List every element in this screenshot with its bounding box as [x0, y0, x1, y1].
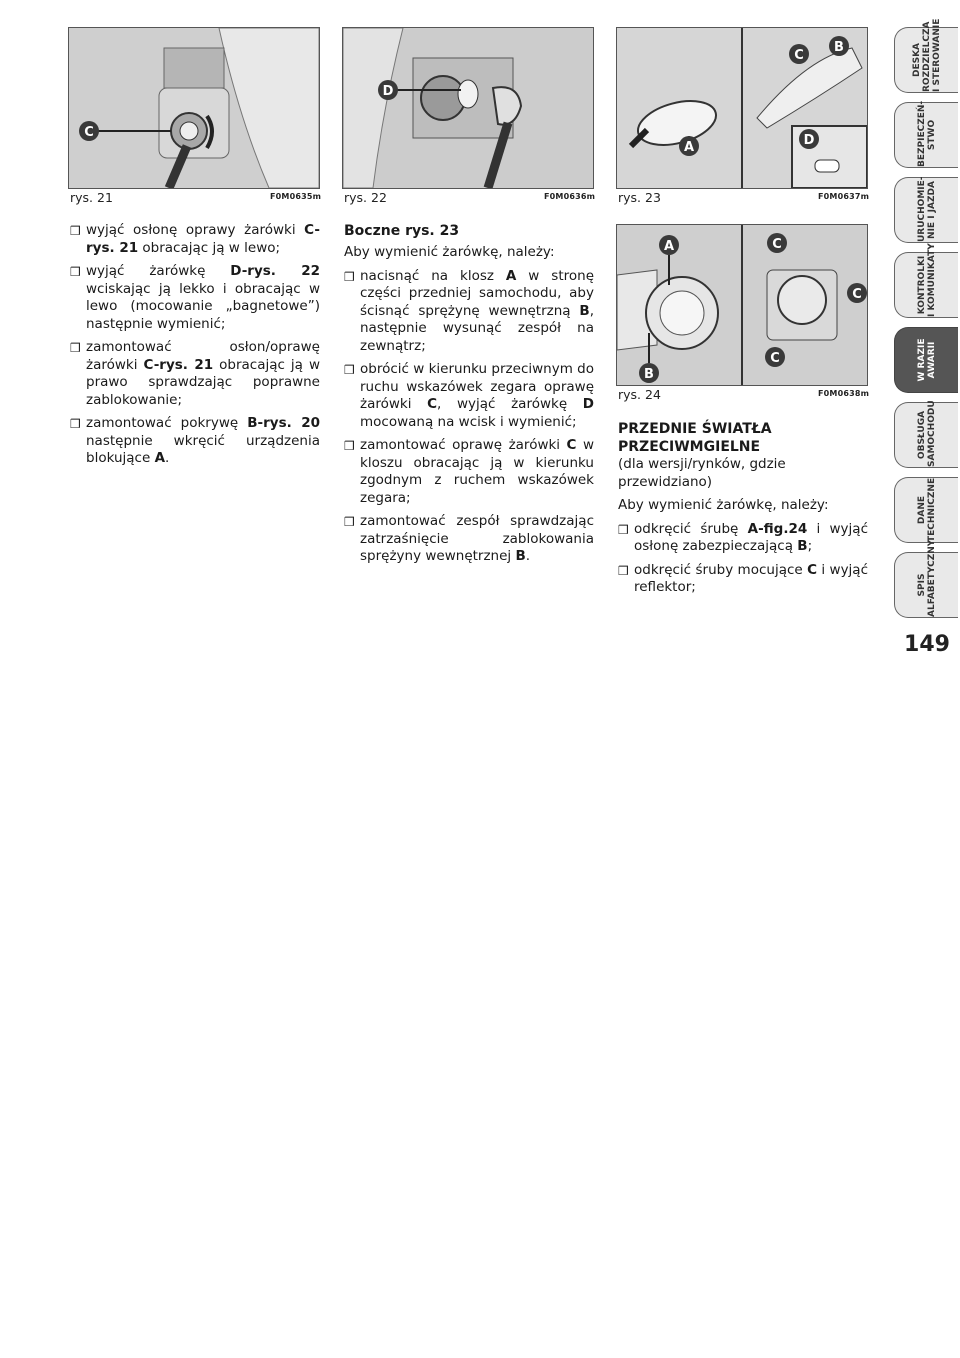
figure-24-marker-b: B	[644, 367, 654, 382]
bullet-item	[70, 263, 320, 333]
bullet-bold-text: B	[515, 548, 526, 564]
column-1	[70, 222, 320, 474]
page-number: 149	[904, 632, 950, 657]
fog-lights-heading-line1: PRZEDNIE ŚWIATŁA	[618, 421, 772, 437]
bullet-bold-text: A	[154, 450, 166, 466]
bullet-text: następnie wkręcić urządzenia blokujące	[86, 432, 320, 466]
figure-24-caption: rys. 24	[618, 387, 661, 402]
side-lights-heading: Boczne rys. 23	[344, 223, 460, 239]
figure-23-caption: rys. 23	[618, 190, 661, 205]
bullet-item	[344, 361, 594, 431]
figure-23-marker-a: A	[683, 140, 695, 155]
tab-kontrolki-i-komunikaty[interactable]: KONTROLKI I KOMUNIKATY	[894, 252, 958, 318]
bullet-text: ;	[807, 538, 813, 554]
column-2-bullets	[344, 268, 594, 566]
figure-23-marker-b: B	[834, 40, 844, 55]
bullet-checkbox-icon: ❒	[70, 224, 81, 238]
figure-23-marker-c: C	[794, 48, 804, 63]
bullet-text: wyjąć osłonę oprawy żarówki	[86, 222, 305, 238]
bullet-bold-text: A-fig.24	[747, 520, 808, 537]
bullet-bold-text: C	[807, 561, 818, 578]
bullet-text: obracając ją w lewo;	[138, 239, 281, 256]
tab-deska-rozdzielcza[interactable]: DESKA ROZDZIELCZA I STEROWANIE	[894, 27, 958, 93]
bullet-checkbox-icon: ❒	[344, 515, 355, 529]
bullet-checkbox-icon: ❒	[70, 265, 81, 279]
bullet-text: obrócić w kierunku przeciwnym do ruchu wskazówek zegara oprawę żarówki	[360, 361, 594, 412]
bullet-bold-text: B	[579, 302, 590, 319]
bullet-checkbox-icon: ❒	[344, 363, 355, 377]
figure-21-caption: rys. 21	[70, 190, 113, 205]
bullet-bold-text: B-rys. 20	[247, 415, 320, 431]
bullet-text: zamontować osłon/oprawę żarówki	[86, 339, 320, 373]
tab-bezpieczenstwo[interactable]: BEZPIECZEŃ- STWO	[894, 102, 958, 168]
bullet-item	[344, 437, 594, 507]
bullet-bold-text: C	[566, 437, 577, 453]
bullet-bold-text: C	[427, 396, 438, 412]
column-3-bullets	[618, 521, 868, 597]
bullet-item	[618, 562, 868, 597]
figure-24-marker-c-1: C	[772, 237, 782, 252]
bullet-text: odkręcić śrubę	[634, 520, 748, 537]
bullet-checkbox-icon: ❒	[344, 439, 355, 453]
figure-22-caption: rys. 22	[344, 190, 387, 205]
column-2	[344, 222, 594, 572]
bullet-checkbox-icon: ❒	[70, 341, 81, 355]
tab-spis-alfabetyczny[interactable]: SPIS ALFABETYCZNY	[894, 552, 958, 618]
figure-24-code: F0M0638m	[818, 389, 870, 398]
figure-21-marker-c: C	[84, 125, 94, 140]
fog-lights-note: (dla wersji/rynków, gdzie przewidziano)	[618, 456, 786, 490]
bullet-bold-text: B	[797, 538, 808, 554]
bullet-bold-text: C-rys. 21	[86, 222, 320, 256]
figure-24-marker-c-2: C	[852, 287, 862, 302]
bullet-bold-text: C-rys. 21	[143, 356, 214, 373]
bullet-text: nacisnąć na klosz	[360, 267, 506, 284]
bullet-checkbox-icon: ❒	[344, 269, 355, 284]
bullet-text: zamontować oprawę żarówki	[360, 437, 567, 453]
bullet-text: w kloszu obracając ją w kierunku zgodnym z ruchem wskazówek zegara;	[360, 437, 594, 506]
bullet-item	[70, 339, 320, 409]
bullet-text: .	[165, 450, 170, 466]
side-lights-intro: Aby wymienić żarówkę, należy:	[344, 244, 555, 260]
figure-22-image	[342, 27, 594, 189]
tab-w-razie-awarii[interactable]: W RAZIE AWARII	[894, 327, 958, 393]
bullet-bold-text: D	[582, 396, 594, 412]
tab-uruchomienie-i-jazda[interactable]: URUCHOMIE- NIE I JAZDA	[894, 177, 958, 243]
bullet-item	[344, 268, 594, 356]
bullet-item	[70, 222, 320, 257]
figure-24-marker-c-3: C	[770, 351, 780, 366]
bullet-text: wciskając ją lekko i obracając w lewo (mocowanie „bagnetowe”) następnie wymienić;	[86, 280, 320, 332]
column-3	[618, 420, 868, 603]
figure-23-code: F0M0637m	[818, 192, 870, 201]
figure-22-marker-d: D	[382, 84, 394, 99]
figure-24-image	[616, 224, 868, 386]
bullet-bold-text: A	[505, 267, 517, 284]
bullet-item	[70, 415, 320, 468]
bullet-text: .	[525, 548, 531, 564]
bullet-text: w stronę części przedniej samochodu, aby ścisnąć sprężynę wewnętrzną	[360, 267, 594, 319]
bullet-item	[344, 513, 594, 566]
figure-21-image	[68, 27, 320, 189]
figure-22-code: F0M0636m	[544, 192, 596, 201]
bullet-item	[618, 521, 868, 556]
tab-dane-techniczne[interactable]: DANE TECHNICZNE	[894, 477, 958, 543]
bullet-text: , wyjąć żarówkę	[437, 396, 583, 412]
bullet-text: i wyjąć osłonę zabezpieczającą	[634, 520, 868, 554]
bullet-checkbox-icon: ❒	[70, 417, 81, 431]
figure-24-marker-a: A	[663, 239, 675, 254]
bullet-text: zamontować pokrywę	[86, 415, 248, 431]
bullet-text: obracając ją w prawo sprawdzając poprawne zablokowanie;	[86, 356, 320, 408]
figure-21-code: F0M0635m	[270, 192, 322, 201]
bullet-checkbox-icon: ❒	[618, 563, 629, 578]
bullet-text: zamontować zespół sprawdzając zatrzaśnięcie zablokowania sprężyny wewnętrznej	[360, 513, 594, 564]
bullet-text: wyjąć żarówkę	[86, 263, 231, 279]
figure-23-marker-d: D	[803, 133, 815, 148]
fog-lights-heading-line2: PRZECIWMGIELNE	[618, 439, 761, 455]
bullet-text: , następnie wysunąć zespół na zewnątrz;	[360, 302, 594, 354]
bullet-text: mocowaną na wcisk i wymienić;	[360, 413, 577, 430]
bullet-checkbox-icon: ❒	[618, 522, 629, 537]
fog-lights-intro: Aby wymienić żarówkę, należy:	[618, 497, 829, 513]
bullet-bold-text: D-rys. 22	[230, 263, 320, 279]
tab-obsluga-samochodu[interactable]: OBSŁUGA SAMOCHODU	[894, 402, 958, 468]
figure-23-image	[616, 27, 868, 189]
column-1-bullets	[70, 222, 320, 468]
bullet-text: i wyjąć reflektor;	[634, 561, 869, 595]
bullet-text: odkręcić śruby mocujące	[634, 561, 808, 578]
